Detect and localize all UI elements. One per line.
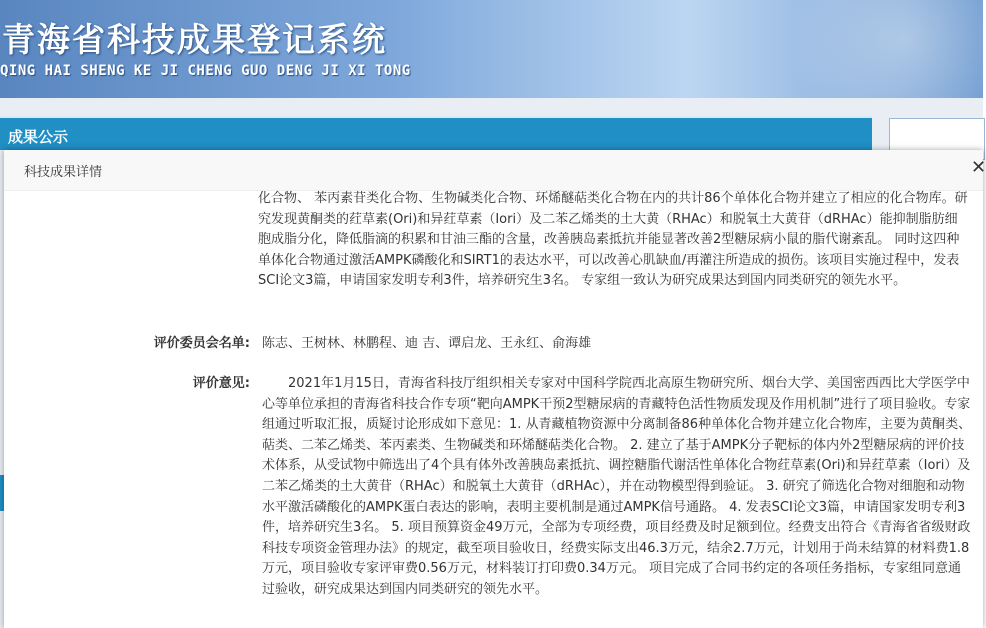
committee-value: 陈志、王树林、林鹏程、迪 吉、谭启龙、王永红、俞海雄: [262, 336, 592, 351]
section-bar: [0, 116, 872, 150]
banner-decoration: [723, 0, 983, 98]
summary-text: 化合物、 苯丙素苷类化合物、生物碱类化合物、环烯醚萜类化合物在内的共计86个单体化合物并建立了相应的化合物库。研究发现黄酮类的荭草素(Ori)和异荭草素（Iori）及二苯乙烯类的土大黄（RHAc）和脱氧土大黄苷（dRHAc）能抑制脂肪细胞成脂分化，降低脂滴的积累和甘油三酯的含量，改善胰岛素抵抗并能显著改善2型糖尿病小鼠的脂代谢紊乱。 同时这四种单体化合物通过激活AMPK磷酸化和SIRT1的表达水平，可以改善心肌缺血/再灌注所造成的损伤。该项目实施过程中，发表SCI论文3篇，申请国家发明专利3件，培养研究生3名。 专家组一致认为研究成果达到国内同类研究的领先水平。: [258, 191, 968, 289]
section-title: 成果公示: [8, 128, 69, 146]
system-title-pinyin: QING HAI SHENG KE JI CHENG GUO DENG JI XI TONG: [0, 63, 411, 79]
modal-header: [4, 150, 986, 191]
system-title: 青海省科技成果登记系统: [2, 20, 387, 59]
close-icon[interactable]: ✕: [971, 157, 986, 178]
detail-modal: [4, 150, 986, 628]
opinion-value: 2021年1月15日，青海省科技厅组织相关专家对中国科学院西北高原生物研究所、烟台大学、美国密西西比大学医学中心等单位承担的青海省科技合作专项“靶向AMPK干预2型糖尿病的青藏特色活性物质发现及作用机制”进行了项目验收。专家组通过听取汇报，质疑讨论形成如下意见：1. 从青藏植物资源中分离制备86种单体化合物并建立化合物库，主要为黄酮类、萜类、二苯乙烯类、苯丙素类、生物碱类和环烯醚萜类化合物。 2. 建立了基于AMPK分子靶标的体内外2型糖尿病的评价技术体系，从受试物中筛选出了4个具有体外改善胰岛素抵抗、调控糖脂代谢活性单体化合物荭草素(Ori)和异荭草素（Iori）及二苯乙烯类的土大黄苷（RHAc）和脱氧土大黄苷（dRHAc），并在动物模型得到验证。 3. 研究了筛选化合物对细胞和动物水平激活磷酸化的AMPK蛋白表达的影响，表明主要机制是通过AMPK信号通路。 4. 发表SCI论文3篇，申请国家发明专利3件，培养研究生3名。 5. 项目预算资金49万元，全部为专项经费，项目经费及时足额到位。经费支出符合《青海省省级财政科技专项资金管理办法》的规定，截至项目验收日，经费实际支出46.3万元，结余2.7万元，计划用于尚未结算的材料费1.8万元，项目验收专家评审费0.56万元，材料装订打印费0.34万元。 项目完成了合同书约定的各项任务指标，专家组同意通过验收，研究成果达到国内同类研究的领先水平。: [262, 376, 972, 597]
opinion-label: 评价意见:: [192, 376, 250, 391]
modal-title: 科技成果详情: [24, 165, 103, 180]
committee-label: 评价委员会名单:: [153, 336, 250, 351]
modal-body[interactable]: [4, 190, 983, 628]
header-banner: [0, 0, 983, 98]
